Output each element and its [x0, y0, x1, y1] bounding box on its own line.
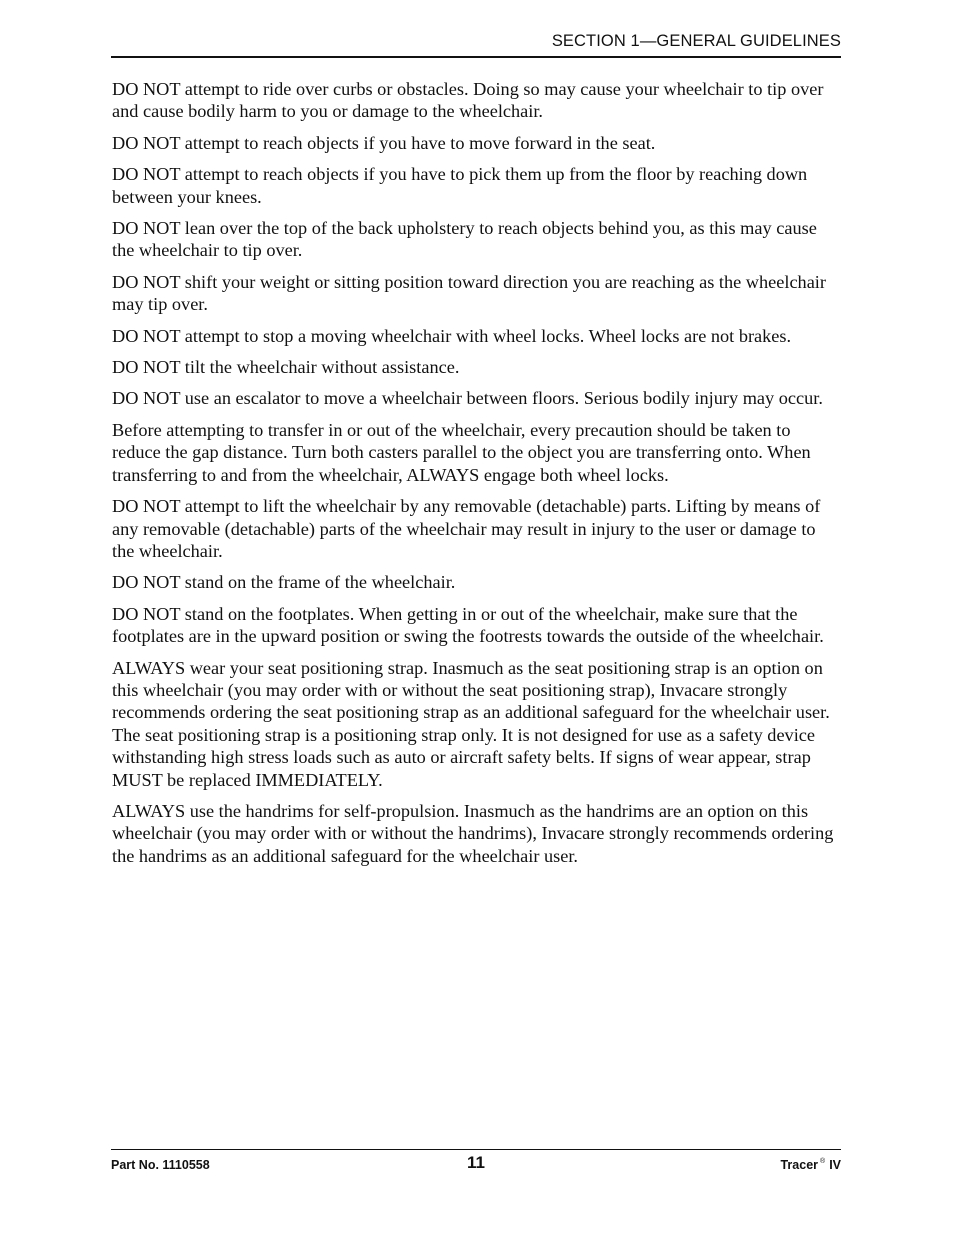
paragraph-frame: DO NOT stand on the frame of the wheelchair. [112, 572, 456, 593]
page-number: 11 [467, 1153, 485, 1172]
paragraph-transfer: Before attempting to transfer in or out of the wheelchair, every precaution should be taken to reduce the gap distance. Turn both casters parallel to the object you are transferring onto. When transferring to and from the wheelchair, ALWAYS engage both wheel locks. [112, 419, 811, 485]
paragraph-tilt: DO NOT tilt the wheelchair without assistance. [112, 357, 460, 378]
paragraph-lean-back: DO NOT lean over the top of the back upholstery to reach objects behind you, as this may cause the wheelchair to tip over. [112, 218, 817, 261]
paragraph-seat-strap: ALWAYS wear your seat positioning strap. Inasmuch as the seat positioning strap is an option on this wheelchair (you may order with or without the seat positioning strap), Invacare strongly recommends ordering the seat positioning strap as an additional safeguard for the wheelchair user. The seat positioning strap is a positioning strap only. It is not designed for use as a safety device withstanding high stress loads such as auto or aircraft safety belts. If signs of wear appear, strap MUST be replaced IMMEDIATELY. [112, 657, 830, 790]
paragraph-reach-forward: DO NOT attempt to reach objects if you have to move forward in the seat. [112, 132, 656, 153]
paragraph-escalator: DO NOT use an escalator to move a wheelchair between floors. Serious bodily injury may occur. [112, 388, 823, 409]
paragraph-wheel-locks: DO NOT attempt to stop a moving wheelchair with wheel locks. Wheel locks are not brakes. [112, 325, 792, 346]
paragraph-reach-floor: DO NOT attempt to reach objects if you have to pick them up from the floor by reaching down between your knees. [112, 164, 808, 207]
paragraph-lift: DO NOT attempt to lift the wheelchair by any removable (detachable) parts. Lifting by means of any removable (detachable) parts of the wheelchair may result in injury to the user or damage to the wheelchair. [112, 496, 821, 561]
page-header [111, 30, 841, 58]
product-name: Tracer [780, 1158, 819, 1172]
paragraph-curbs: DO NOT attempt to ride over curbs or obstacles. Doing so may cause your wheelchair to tip over and cause bodily harm to you or damage to the wheelchair. [112, 79, 824, 122]
paragraph-footplates: DO NOT stand on the footplates. When getting in or out of the wheelchair, make sure that the footplates are in the upward position or swing the footrests towards the outside of the wheelchair. [112, 603, 824, 647]
paragraph-shift-weight: DO NOT shift your weight or sitting position toward direction you are reaching as the wheelchair may tip over. [112, 271, 826, 315]
product-model: IV [829, 1158, 841, 1172]
paragraph-handrims: ALWAYS use the handrims for self-propulsion. Inasmuch as the handrims are an option on this wheelchair (you may order with or without the handrims), Invacare strongly recommends ordering the handrims as an additional safeguard for the wheelchair user. [112, 800, 834, 866]
part-number: Part No. 1110558 [111, 1158, 210, 1172]
product-name-label [780, 1158, 841, 1172]
body-text [112, 78, 840, 876]
section-title: SECTION 1—GENERAL GUIDELINES [551, 32, 841, 50]
page-footer [111, 1149, 841, 1180]
registered-mark: ® [820, 1158, 826, 1165]
